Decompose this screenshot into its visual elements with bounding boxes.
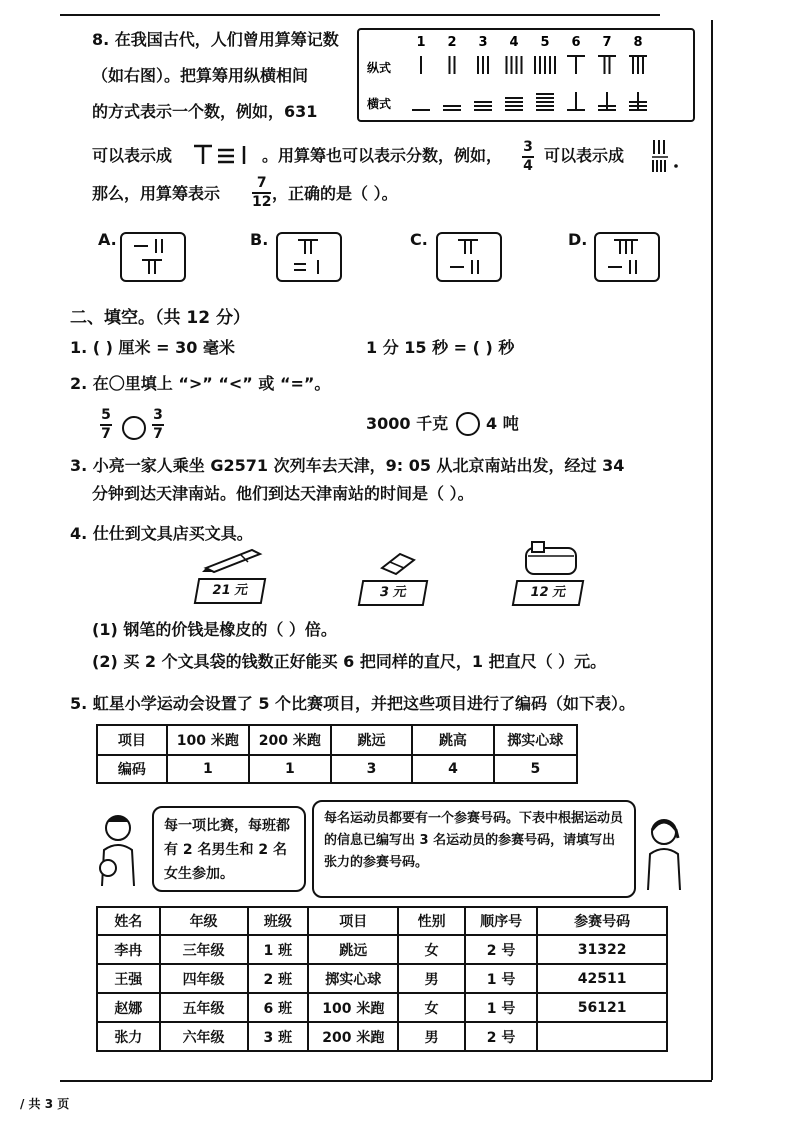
q8-line3: 的方式表示一个数，例如，631 xyxy=(92,102,318,121)
zong-label: 纵式 xyxy=(367,61,392,75)
athlete-cell: 56121 xyxy=(537,993,667,1022)
code-header-cell: 跳远 xyxy=(331,725,412,755)
q4-part1: (1) 钢笔的价钱是橡皮的（ ）倍。 xyxy=(92,620,337,639)
rods-631-icon xyxy=(190,142,260,168)
option-a-box[interactable] xyxy=(120,232,186,282)
option-c-label[interactable]: C. xyxy=(410,230,428,249)
counting-rods-figure xyxy=(357,28,695,122)
athlete-cell: 李冉 xyxy=(97,935,160,964)
frac-num: 3 xyxy=(523,139,533,155)
pencil-case-icon xyxy=(522,540,580,578)
athlete-cell: 1 号 xyxy=(465,964,537,993)
athlete-cell: 六年级 xyxy=(160,1022,248,1051)
frac-num: 3 xyxy=(153,407,163,423)
q8-line5b: ，正确的是（ ）。 xyxy=(272,184,398,203)
boy-figure-icon xyxy=(94,808,150,888)
athlete-cell: 五年级 xyxy=(160,993,248,1022)
price-tag-pen: 21 元 xyxy=(194,578,267,604)
athlete-cell: 掷实心球 xyxy=(308,964,398,993)
q2-text: 2. 在〇里填上 “>” “<” 或 “=”。 xyxy=(70,374,331,393)
rod-header-number: 1 xyxy=(416,35,426,50)
rod-header-numbers xyxy=(416,35,642,50)
q2-b-right: 4 吨 xyxy=(486,414,519,433)
athlete-header-cell: 年级 xyxy=(160,907,248,935)
q4-part2: (2) 买 2 个文具袋的钱数正好能买 6 把同样的直尺，1 把直尺（ ）元。 xyxy=(92,652,607,671)
rod-header-number: 4 xyxy=(509,35,519,50)
q8-line4a: 可以表示成 xyxy=(92,146,173,165)
code-header-cell: 跳高 xyxy=(412,725,493,755)
athlete-cell: 王强 xyxy=(97,964,160,993)
rod-header-number: 2 xyxy=(447,35,457,50)
code-cell: 编码 xyxy=(97,755,167,783)
fraction-3-4 xyxy=(522,140,534,174)
athlete-cell: 男 xyxy=(398,1022,465,1051)
athlete-cell: 31322 xyxy=(537,935,667,964)
rods-3-4-icon xyxy=(648,138,688,174)
counting-rods-svg xyxy=(359,30,693,120)
fraction-3-7 xyxy=(152,408,164,442)
q8-line4c: 可以表示成 xyxy=(544,146,625,165)
q8-line5a: 那么，用算筹表示 xyxy=(92,184,221,203)
code-cell: 4 xyxy=(412,755,493,783)
girl-figure-icon xyxy=(636,812,692,892)
code-header-cell: 掷实心球 xyxy=(494,725,577,755)
compare-circle-1[interactable] xyxy=(122,416,146,440)
option-c-rods xyxy=(438,234,500,280)
athlete-cell: 三年级 xyxy=(160,935,248,964)
athlete-cell: 200 米跑 xyxy=(308,1022,398,1051)
athlete-header-cell: 参赛号码 xyxy=(537,907,667,935)
option-b-box[interactable] xyxy=(276,232,342,282)
athlete-row xyxy=(97,993,667,1022)
athlete-table xyxy=(96,906,668,1052)
price-tag-pencil-case: 12 元 xyxy=(512,580,585,606)
option-a-label[interactable]: A. xyxy=(98,230,117,249)
rod-header-number: 7 xyxy=(602,35,612,50)
athlete-cell: 2 号 xyxy=(465,1022,537,1051)
option-d-rods xyxy=(596,234,658,280)
section2-title: 二、填空。（共 12 分） xyxy=(70,308,250,328)
q5-text: 5. 虹星小学运动会设置了 5 个比赛项目，并把这些项目进行了编码（如下表）。 xyxy=(70,694,636,713)
code-table-row xyxy=(97,755,577,783)
pen-icon xyxy=(200,544,266,574)
code-header-cell: 项目 xyxy=(97,725,167,755)
speech-bubble-right: 每名运动员都要有一个参赛号码。下表中根据运动员的信息已编写出 3 名运动员的参赛号码，请填写出张力的参赛号码。 xyxy=(312,800,636,898)
q4-text: 4. 仕仕到文具店买文具。 xyxy=(70,524,253,543)
athlete-header-cell: 顺序号 xyxy=(465,907,537,935)
code-header-cell: 100 米跑 xyxy=(167,725,249,755)
q1-part-a: 1. ( ) 厘米 = 30 毫米 xyxy=(70,338,235,357)
eraser-icon xyxy=(378,550,418,576)
page-frame-right xyxy=(711,20,713,1080)
athlete-header-cell: 班级 xyxy=(248,907,309,935)
q3-line1: 3. 小亮一家人乘坐 G2571 次列车去天津，9: 05 从北京南站出发，经过 34 xyxy=(70,456,625,475)
athlete-table-header-row xyxy=(97,907,667,935)
code-header-cell: 200 米跑 xyxy=(249,725,331,755)
athlete-cell: 42511 xyxy=(537,964,667,993)
q8-line4b: 。用算筹也可以表示分数，例如， xyxy=(262,146,503,165)
q8-line2: （如右图）。把算筹用纵横相间 xyxy=(92,66,309,85)
option-a-rods xyxy=(122,234,184,280)
rod-header-number: 8 xyxy=(633,35,643,50)
heng-rods xyxy=(412,92,647,110)
page-frame-bottom xyxy=(60,1080,712,1082)
answer-cell-zhangli[interactable] xyxy=(537,1022,667,1051)
athlete-row xyxy=(97,935,667,964)
option-b-rods xyxy=(278,234,340,280)
frac-num: 5 xyxy=(101,407,111,423)
q2-b-left: 3000 千克 xyxy=(366,414,449,433)
fraction-5-7 xyxy=(100,408,112,442)
frac-den: 4 xyxy=(523,157,533,174)
frac-den: 7 xyxy=(153,425,163,442)
athlete-row xyxy=(97,964,667,993)
athlete-cell: 跳远 xyxy=(308,935,398,964)
rod-header-number: 3 xyxy=(478,35,488,50)
speech-bubble-left: 每一项比赛，每班都有 2 名男生和 2 名女生参加。 xyxy=(152,806,306,892)
code-table-header-row xyxy=(97,725,577,755)
q1-part-b: 1 分 15 秒 = ( ) 秒 xyxy=(366,338,515,357)
athlete-cell: 赵娜 xyxy=(97,993,160,1022)
athlete-cell: 2 号 xyxy=(465,935,537,964)
rod-header-number: 6 xyxy=(571,35,581,50)
athlete-cell: 女 xyxy=(398,935,465,964)
zong-rods xyxy=(421,56,647,74)
page-footer: / 共 3 页 xyxy=(20,1097,70,1111)
price-tag-eraser: 3 元 xyxy=(358,580,429,606)
frac-den: 7 xyxy=(101,425,111,442)
athlete-cell: 1 班 xyxy=(248,935,309,964)
option-c-box[interactable] xyxy=(436,232,502,282)
frac-num: 7 xyxy=(256,175,267,191)
athlete-cell: 男 xyxy=(398,964,465,993)
rod-header-number: 5 xyxy=(540,35,550,50)
athlete-cell: 2 班 xyxy=(248,964,309,993)
heng-label: 横式 xyxy=(367,97,392,111)
athlete-header-cell: 性别 xyxy=(398,907,465,935)
frac-den: 12 xyxy=(252,193,272,210)
athlete-cell: 3 班 xyxy=(248,1022,309,1051)
athlete-cell: 100 米跑 xyxy=(308,993,398,1022)
option-d-box[interactable] xyxy=(594,232,660,282)
event-code-table xyxy=(96,724,578,784)
athlete-cell: 6 班 xyxy=(248,993,309,1022)
option-d-label[interactable]: D. xyxy=(568,230,588,249)
athlete-header-cell: 姓名 xyxy=(97,907,160,935)
q8-line1: 8. 在我国古代，人们曾用算筹记数 xyxy=(92,30,339,49)
athlete-cell: 女 xyxy=(398,993,465,1022)
athlete-header-cell: 项目 xyxy=(308,907,398,935)
athlete-cell: 四年级 xyxy=(160,964,248,993)
fraction-7-12 xyxy=(252,176,271,210)
code-cell: 1 xyxy=(167,755,249,783)
compare-circle-2[interactable] xyxy=(456,412,480,436)
code-cell: 3 xyxy=(331,755,412,783)
q3-line2: 分钟到达天津南站。他们到达天津南站的时间是（ ）。 xyxy=(92,484,474,503)
code-cell: 5 xyxy=(494,755,577,783)
athlete-cell: 张力 xyxy=(97,1022,160,1051)
athlete-row xyxy=(97,1022,667,1051)
option-b-label[interactable]: B. xyxy=(250,230,269,249)
athlete-cell: 1 号 xyxy=(465,993,537,1022)
code-cell: 1 xyxy=(249,755,331,783)
page-frame-top xyxy=(60,14,660,16)
